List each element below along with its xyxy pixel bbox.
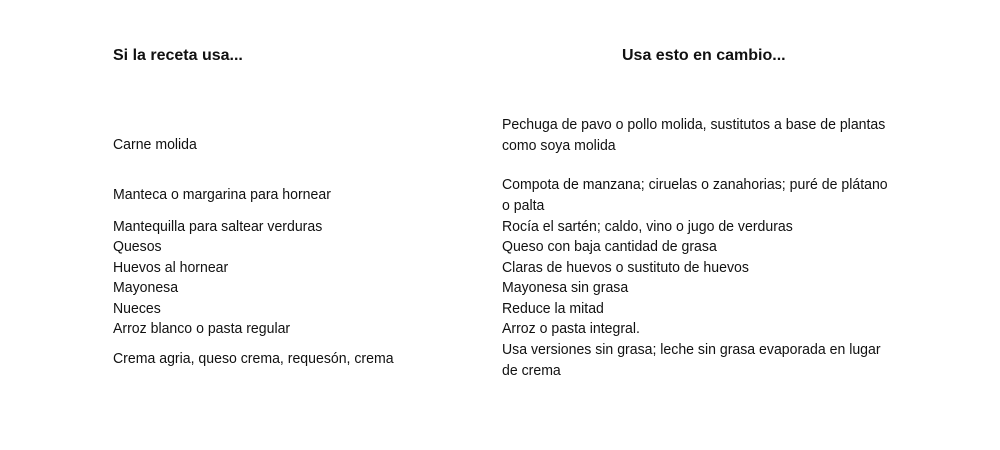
- row-original: Mayonesa: [113, 279, 179, 296]
- row-substitute: Arroz o pasta integral.: [502, 320, 640, 337]
- row-substitute: Claras de huevos o sustituto de huevos: [502, 259, 749, 276]
- row-substitute: Rocía el sartén; caldo, vino o jugo de verduras: [502, 218, 793, 235]
- row-original: Crema agria, queso crema, requesón, crema: [113, 350, 394, 367]
- row-substitute: Reduce la mitad: [502, 300, 604, 317]
- column-header-original: Si la receta usa...: [113, 47, 243, 64]
- row-original: Manteca o margarina para hornear: [113, 186, 331, 203]
- row-substitute: Compota de manzana; ciruelas o zanahorias; puré de plátano o palta: [502, 176, 888, 214]
- row-substitute: Usa versiones sin grasa; leche sin grasa evaporada en lugar de crema: [502, 341, 881, 379]
- row-original: Mantequilla para saltear verduras: [113, 218, 323, 235]
- row-original: Arroz blanco o pasta regular: [113, 320, 291, 337]
- row-original: Huevos al hornear: [113, 259, 229, 276]
- row-substitute: Pechuga de pavo o pollo molida, sustitutos a base de plantas como soya molida: [502, 116, 886, 154]
- row-substitute: Mayonesa sin grasa: [502, 279, 629, 296]
- row-original: Nueces: [113, 300, 161, 317]
- row-original: Carne molida: [113, 136, 197, 153]
- row-original: Quesos: [113, 238, 162, 255]
- row-substitute: Queso con baja cantidad de grasa: [502, 238, 717, 255]
- column-header-substitute: Usa esto en cambio...: [622, 47, 786, 64]
